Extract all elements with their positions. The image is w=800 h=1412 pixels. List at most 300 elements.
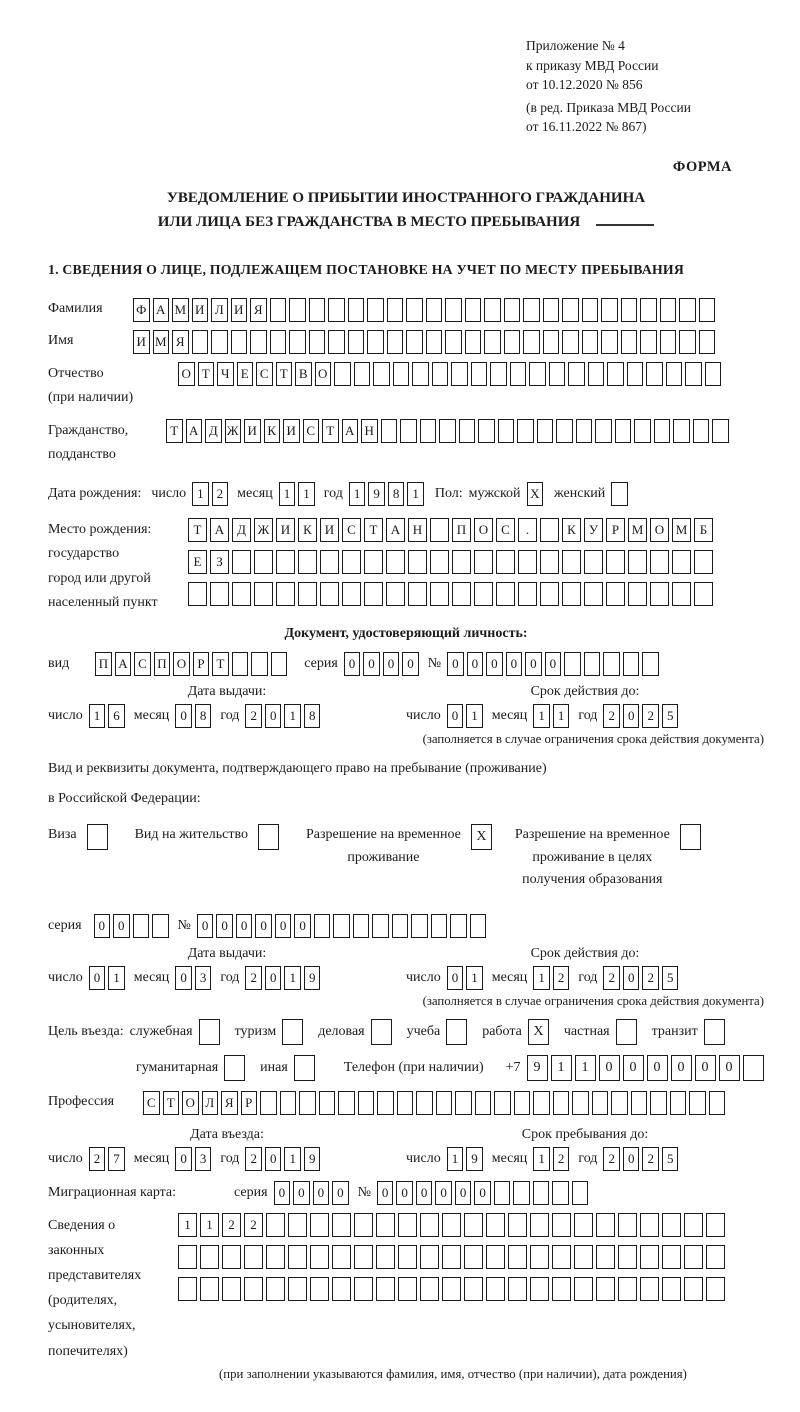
forma-label: ФОРМА [672, 158, 732, 175]
representatives-block [48, 1213, 764, 1382]
mig-number-label: № [357, 1184, 371, 1200]
char-cell [689, 1091, 706, 1115]
doc-type-cells [95, 652, 290, 676]
char-cell [445, 298, 462, 322]
char-cell [596, 1245, 615, 1269]
char-cell [666, 362, 683, 386]
char-cell [364, 582, 383, 606]
identity-doc-header: Документ, удостоверяющий личность: [284, 625, 528, 641]
char-cell [672, 550, 691, 574]
char-cell [621, 330, 638, 354]
visa-item [48, 824, 111, 850]
char-cell [251, 652, 268, 676]
ref-line-3: от 10.12.2020 № 856 [526, 77, 643, 93]
name-label: Имя [48, 332, 74, 348]
char-cell [276, 582, 295, 606]
char-cell: С [143, 1091, 160, 1115]
stay-until-group [406, 1127, 764, 1171]
doc-valid-month-cells [533, 704, 572, 728]
form-title [48, 186, 764, 234]
purpose-transit-label: транзит [651, 1023, 698, 1039]
mig-series-cells [274, 1181, 352, 1205]
permit-valid-head: Срок действия до: [530, 945, 640, 961]
char-cell: 1 [551, 1055, 572, 1081]
char-cell: Н [361, 419, 378, 443]
surname-label: Фамилия [48, 300, 103, 316]
char-cell: О [474, 518, 493, 542]
char-cell [200, 1245, 219, 1269]
char-cell [310, 1213, 329, 1237]
citizenship-label: Гражданство, подданство [48, 422, 129, 463]
char-cell [430, 518, 449, 542]
char-cell: В [295, 362, 312, 386]
profession-cells [143, 1091, 728, 1115]
char-cell [232, 550, 251, 574]
permit-issue-year-cells [245, 966, 323, 990]
birthplace-row2-cells [188, 550, 716, 574]
char-cell [288, 1213, 307, 1237]
doc-series-label: серия [304, 655, 338, 671]
char-cell [572, 1091, 589, 1115]
char-cell [518, 582, 537, 606]
year-label: год [578, 969, 598, 985]
char-cell [552, 1213, 571, 1237]
char-cell [367, 330, 384, 354]
purpose-private-checkbox [616, 1019, 640, 1045]
month-label: месяц [237, 485, 273, 501]
char-cell [400, 419, 417, 443]
char-cell [387, 298, 404, 322]
char-cell: Ж [225, 419, 242, 443]
char-cell: 0 [506, 652, 523, 676]
char-cell [392, 914, 409, 938]
char-cell: Р [193, 652, 210, 676]
char-cell: С [496, 518, 515, 542]
char-cell [640, 1213, 659, 1237]
char-cell [442, 1245, 461, 1269]
char-cell [673, 419, 690, 443]
char-cell [266, 1213, 285, 1237]
char-cell: 1 [466, 966, 483, 990]
purpose-official-checkbox [199, 1019, 223, 1045]
char-cell [464, 1245, 483, 1269]
day-label: число [48, 969, 83, 985]
purpose-private-label: частная [563, 1023, 610, 1039]
char-cell [564, 652, 581, 676]
char-cell [562, 550, 581, 574]
char-cell: 0 [623, 1147, 640, 1171]
char-cell [504, 298, 521, 322]
char-cell: 0 [623, 966, 640, 990]
char-cell [553, 1091, 570, 1115]
temp-permit-edu-item [515, 824, 704, 891]
permit-series-label: серия [48, 917, 82, 933]
char-cell [584, 582, 603, 606]
permit-valid-month-cells [533, 966, 572, 990]
char-cell [684, 1245, 703, 1269]
char-cell: 1 [533, 966, 550, 990]
migration-card-row [48, 1181, 764, 1205]
char-cell [271, 652, 288, 676]
doc-issue-group [48, 684, 406, 747]
char-cell [416, 1091, 433, 1115]
representatives-note: (при заполнении указываются фамилия, имя, отчество (при наличии), дата рождения) [219, 1366, 687, 1381]
surname-cells [133, 298, 718, 322]
char-cell [494, 1091, 511, 1115]
char-cell: 1 [407, 482, 424, 506]
char-cell [704, 1019, 725, 1045]
char-cell: 0 [599, 1055, 620, 1081]
char-cell: 0 [175, 1147, 192, 1171]
char-cell: Т [198, 362, 215, 386]
char-cell [486, 1245, 505, 1269]
char-cell: 0 [647, 1055, 668, 1081]
char-cell [646, 362, 663, 386]
char-cell [342, 582, 361, 606]
char-cell: 5 [662, 966, 679, 990]
char-cell [372, 914, 389, 938]
char-cell [289, 330, 306, 354]
doc-type-label: вид [48, 655, 70, 671]
char-cell: И [276, 518, 295, 542]
doc-dates-row [48, 684, 764, 747]
char-cell: 1 [200, 1213, 219, 1237]
char-cell: 9 [466, 1147, 483, 1171]
patronymic-label: Отчество (при наличии) [48, 365, 134, 406]
day-label: число [406, 707, 441, 723]
char-cell [650, 550, 669, 574]
char-cell [232, 652, 249, 676]
char-cell: X [527, 482, 544, 506]
char-cell: 2 [553, 1147, 570, 1171]
year-label: год [578, 707, 598, 723]
profession-row [48, 1091, 764, 1115]
char-cell: 0 [545, 652, 562, 676]
permit-valid-group [406, 946, 764, 1009]
permit-issue-day-cells [89, 966, 128, 990]
char-cell [294, 1055, 315, 1081]
char-cell: 2 [603, 1147, 620, 1171]
purpose-business-checkbox [371, 1019, 395, 1045]
char-cell [353, 914, 370, 938]
identity-doc-row [48, 652, 764, 676]
purpose-other-label: иная [260, 1059, 288, 1075]
char-cell [381, 419, 398, 443]
section1-heading: 1. СВЕДЕНИЯ О ЛИЦЕ, ПОДЛЕЖАЩЕМ ПОСТАНОВКЕ НА УЧЕТ ПО МЕСТУ ПРЕБЫВАНИЯ [48, 261, 685, 277]
permit-valid-year-cells [603, 966, 681, 990]
char-cell [452, 550, 471, 574]
char-cell [188, 582, 207, 606]
char-cell: 1 [284, 704, 301, 728]
char-cell [358, 1091, 375, 1115]
char-cell: 0 [294, 914, 311, 938]
day-label: число [406, 969, 441, 985]
char-cell: О [178, 362, 195, 386]
char-cell [552, 1277, 571, 1301]
char-cell: 9 [304, 1147, 321, 1171]
char-cell [386, 550, 405, 574]
char-cell: 0 [486, 652, 503, 676]
char-cell [439, 419, 456, 443]
char-cell: А [210, 518, 229, 542]
female-label: женский [554, 485, 606, 501]
char-cell: Е [188, 550, 207, 574]
char-cell [634, 419, 651, 443]
char-cell [298, 582, 317, 606]
char-cell [474, 550, 493, 574]
char-cell: М [628, 518, 647, 542]
char-cell [621, 298, 638, 322]
char-cell [260, 1091, 277, 1115]
char-cell: И [283, 419, 300, 443]
title-blank-underline [596, 224, 654, 226]
sex-female-checkbox [611, 482, 631, 506]
char-cell: Я [221, 1091, 238, 1115]
char-cell [432, 362, 449, 386]
purpose-study-checkbox [446, 1019, 470, 1045]
ref-line-2: к приказу МВД России [526, 57, 659, 73]
permit-dates-row [48, 946, 764, 1009]
char-cell [452, 582, 471, 606]
char-cell: 5 [662, 704, 679, 728]
char-cell [87, 824, 108, 850]
char-cell: Т [212, 652, 229, 676]
char-cell [282, 1019, 303, 1045]
char-cell [192, 330, 209, 354]
char-cell [543, 298, 560, 322]
char-cell [592, 1091, 609, 1115]
char-cell [562, 298, 579, 322]
form-title-line1: УВЕДОМЛЕНИЕ О ПРИБЫТИИ ИНОСТРАННОГО ГРАЖДАНИНА [166, 189, 646, 206]
char-cell [398, 1277, 417, 1301]
char-cell [348, 298, 365, 322]
month-label: месяц [133, 969, 170, 985]
char-cell [250, 330, 267, 354]
char-cell: С [342, 518, 361, 542]
temp-permit-edu-label: Разрешение на временное проживание в целях получения образования [514, 827, 670, 888]
doc-issue-day-cells [89, 704, 128, 728]
char-cell [393, 362, 410, 386]
char-cell: 1 [192, 482, 209, 506]
char-cell [529, 362, 546, 386]
purpose-business-label: деловая [318, 1023, 365, 1039]
char-cell: К [264, 419, 281, 443]
char-cell [540, 518, 559, 542]
char-cell [224, 1055, 245, 1081]
char-cell [398, 1213, 417, 1237]
permit-type-row [48, 824, 764, 891]
char-cell [430, 550, 449, 574]
purpose-tourism-checkbox [282, 1019, 306, 1045]
char-cell [332, 1245, 351, 1269]
char-cell: 0 [719, 1055, 740, 1081]
char-cell: Р [241, 1091, 258, 1115]
day-label: число [151, 485, 187, 501]
char-cell [280, 1091, 297, 1115]
purpose-transit-checkbox [704, 1019, 728, 1045]
doc-limit-note: (заполняется в случае ограничения срока действия документа) [422, 731, 764, 746]
char-cell [654, 419, 671, 443]
char-cell: X [528, 1019, 549, 1045]
char-cell [518, 550, 537, 574]
char-cell [376, 1245, 395, 1269]
stay-month-cells [533, 1147, 572, 1171]
char-cell [152, 914, 169, 938]
char-cell [486, 1213, 505, 1237]
char-cell: Р [606, 518, 625, 542]
char-cell [631, 1091, 648, 1115]
residence-permit-label: Вид на жительство [134, 827, 248, 843]
char-cell: Б [694, 518, 713, 542]
reps-row1-cells [178, 1213, 728, 1237]
char-cell [601, 330, 618, 354]
char-cell: 0 [525, 652, 542, 676]
char-cell [628, 582, 647, 606]
char-cell [319, 1091, 336, 1115]
year-label: год [220, 707, 240, 723]
char-cell [523, 298, 540, 322]
char-cell: 2 [603, 966, 620, 990]
char-cell [254, 550, 273, 574]
char-cell: 0 [416, 1181, 433, 1205]
char-cell [354, 1213, 373, 1237]
char-cell: 0 [94, 914, 111, 938]
mig-number-cells [377, 1181, 592, 1205]
char-cell: З [210, 550, 229, 574]
char-cell [232, 582, 251, 606]
char-cell [490, 362, 507, 386]
char-cell [442, 1277, 461, 1301]
char-cell: Т [166, 419, 183, 443]
char-cell [670, 1091, 687, 1115]
char-cell: А [342, 419, 359, 443]
entry-dates-row [48, 1127, 764, 1171]
year-label: год [323, 485, 343, 501]
entry-date-group [48, 1127, 406, 1171]
phone-cells [527, 1055, 767, 1081]
char-cell [484, 330, 501, 354]
char-cell: 0 [293, 1181, 310, 1205]
representatives-cells [178, 1213, 728, 1382]
char-cell: Е [237, 362, 254, 386]
char-cell [650, 1091, 667, 1115]
char-cell [584, 550, 603, 574]
char-cell [367, 298, 384, 322]
char-cell [298, 550, 317, 574]
char-cell [504, 330, 521, 354]
char-cell [684, 1277, 703, 1301]
char-cell: 0 [467, 652, 484, 676]
char-cell [309, 330, 326, 354]
char-cell: 0 [402, 652, 419, 676]
char-cell [574, 1277, 593, 1301]
char-cell [537, 419, 554, 443]
char-cell [549, 362, 566, 386]
purpose-tourism-label: туризм [234, 1023, 277, 1039]
char-cell [474, 582, 493, 606]
permit-issue-month-cells [175, 966, 214, 990]
char-cell: 3 [195, 966, 212, 990]
char-cell [436, 1091, 453, 1115]
header-reference [526, 36, 764, 137]
char-cell [712, 419, 729, 443]
char-cell [328, 330, 345, 354]
char-cell [615, 419, 632, 443]
char-cell [642, 652, 659, 676]
char-cell: 6 [108, 704, 125, 728]
char-cell [623, 652, 640, 676]
char-cell [420, 1213, 439, 1237]
char-cell [470, 914, 487, 938]
citizenship-row [48, 419, 764, 468]
char-cell: 0 [377, 1181, 394, 1205]
char-cell: 2 [222, 1213, 241, 1237]
char-cell [199, 1019, 220, 1045]
char-cell [332, 1213, 351, 1237]
char-cell [328, 298, 345, 322]
day-label: число [48, 1150, 83, 1166]
reps-row3-cells [178, 1277, 728, 1301]
char-cell: С [256, 362, 273, 386]
char-cell [603, 652, 620, 676]
visa-label: Виза [48, 827, 77, 843]
char-cell [310, 1245, 329, 1269]
birthdate-row [48, 482, 764, 506]
stay-year-cells [603, 1147, 681, 1171]
char-cell [376, 1213, 395, 1237]
char-cell [211, 330, 228, 354]
char-cell: 0 [197, 914, 214, 938]
purpose-humanitarian-label: гуманитарная [136, 1059, 219, 1075]
char-cell: О [315, 362, 332, 386]
char-cell: 2 [642, 1147, 659, 1171]
char-cell [411, 914, 428, 938]
char-cell [398, 1245, 417, 1269]
char-cell [627, 362, 644, 386]
surname-row [48, 298, 764, 322]
form-title-line2: ИЛИ ЛИЦА БЕЗ ГРАЖДАНСТВА В МЕСТО ПРЕБЫВАНИЯ [157, 213, 581, 230]
doc-valid-group [406, 684, 764, 747]
char-cell: О [650, 518, 669, 542]
char-cell: 0 [474, 1181, 491, 1205]
char-cell: П [95, 652, 112, 676]
char-cell [640, 1245, 659, 1269]
birthplace-cells [188, 518, 716, 614]
char-cell: Т [364, 518, 383, 542]
char-cell: А [186, 419, 203, 443]
sex-male-checkbox [527, 482, 547, 506]
char-cell: 2 [642, 704, 659, 728]
char-cell [178, 1277, 197, 1301]
char-cell [446, 1019, 467, 1045]
char-cell [618, 1245, 637, 1269]
char-cell: 1 [575, 1055, 596, 1081]
purpose-humanitarian-checkbox [224, 1055, 248, 1081]
stay-until-head: Срок пребывания до: [521, 1126, 649, 1142]
char-cell [508, 1213, 527, 1237]
char-cell: 0 [275, 914, 292, 938]
char-cell [465, 330, 482, 354]
birthplace-row1-cells [188, 518, 716, 542]
phone-prefix: +7 [505, 1059, 521, 1075]
char-cell [662, 1245, 681, 1269]
entry-date-head: Дата въезда: [190, 1126, 264, 1142]
permit-series-cells [94, 914, 172, 938]
char-cell [611, 1091, 628, 1115]
char-cell: 9 [304, 966, 321, 990]
char-cell [572, 1181, 589, 1205]
doc-number-label: № [427, 655, 442, 671]
